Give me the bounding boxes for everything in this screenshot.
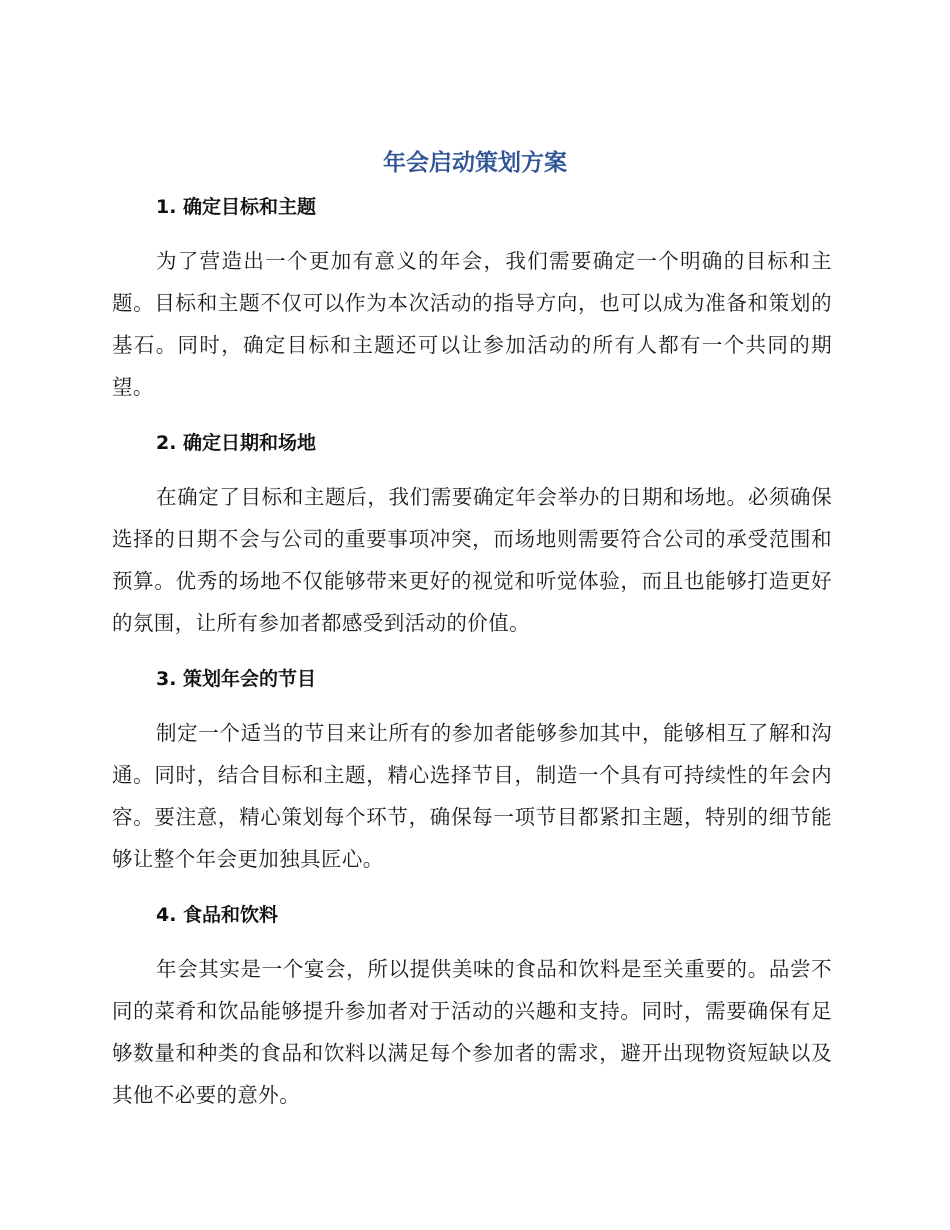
section-body: 年会其实是一个宴会，所以提供美味的食品和饮料是至关重要的。品尝不同的菜肴和饮品能够提升参加者对于活动的兴趣和支持。同时，需要确保有足够数量和种类的食品和饮料以满足每个参加者的需求，避开出现物资短缺以及其他不必要的意外。 <box>112 957 832 1107</box>
section-body: 为了营造出一个更加有意义的年会，我们需要确定一个明确的目标和主题。目标和主题不仅可以作为本次活动的指导方向，也可以成为准备和策划的基石。同时，确定目标和主题还可以让参加活动的所有人都有一个共同的期望。 <box>112 249 832 399</box>
section-heading: 4. 食品和饮料 <box>156 904 279 926</box>
section-body: 制定一个适当的节目来让所有的参加者能够参加其中，能够相互了解和沟通。同时，结合目标和主题，精心选择节目，制造一个具有可持续性的年会内容。要注意，精心策划每个环节，确保每一项节目都紧扣主题，特别的细节能够让整个年会更加独具匠心。 <box>112 721 832 871</box>
section-food-drinks <box>112 900 832 1116</box>
section-date-venue <box>112 428 832 644</box>
section-heading: 2. 确定日期和场地 <box>156 432 317 454</box>
section-body: 在确定了目标和主题后，我们需要确定年会举办的日期和场地。必须确保选择的日期不会与公司的重要事项冲突，而场地则需要符合公司的承受范围和预算。优秀的场地不仅能够带来更好的视觉和听觉体验，而且也能够打造更好的氛围，让所有参加者都感受到活动的价值。 <box>112 485 832 635</box>
section-heading: 1. 确定目标和主题 <box>156 196 317 218</box>
section-goals-theme <box>112 192 832 408</box>
section-program <box>112 664 832 880</box>
section-heading: 3. 策划年会的节目 <box>156 668 317 690</box>
document-title: 年会启动策划方案 <box>383 150 567 176</box>
